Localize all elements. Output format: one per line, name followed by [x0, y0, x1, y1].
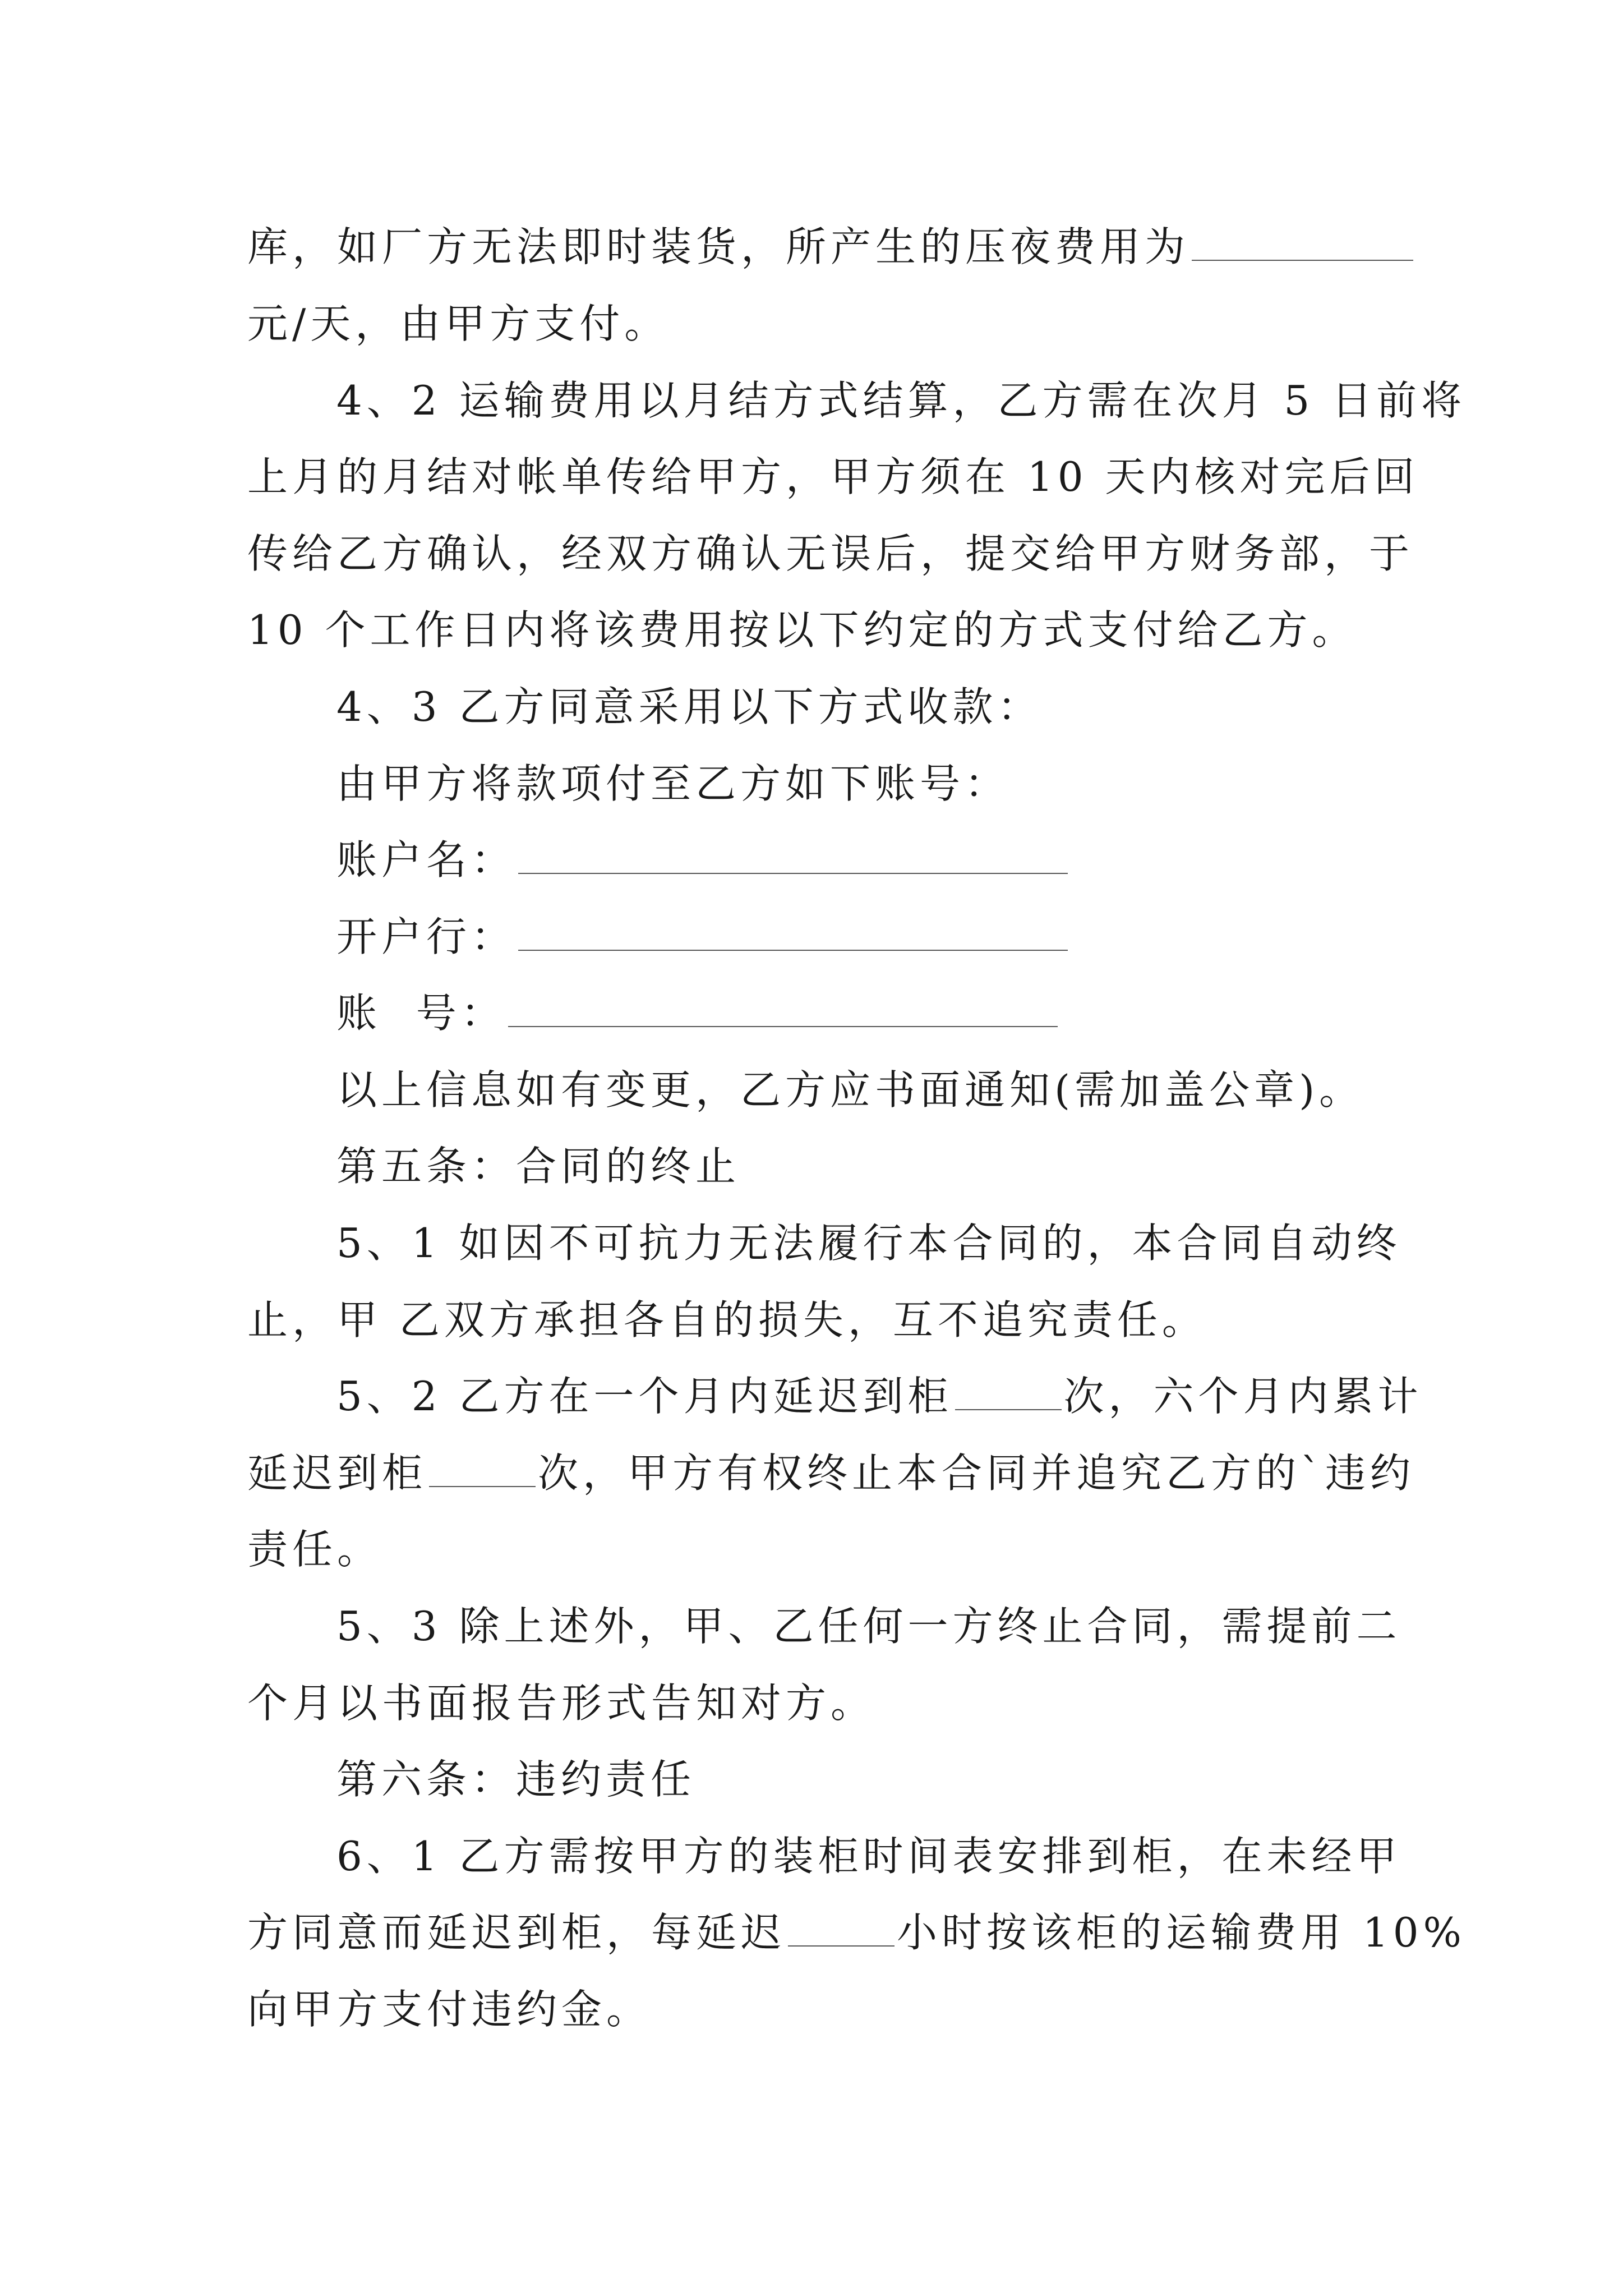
bank-blank: [518, 915, 1068, 951]
paragraph-line: 以上信息如有变更，乙方应书面通知(需加盖公章)。: [336, 1066, 1364, 1114]
paragraph-line: 向甲方支付违约金。: [247, 1986, 652, 2033]
paragraph-line: 10 个工作日内将该费用按以下约定的方式支付给乙方。: [247, 606, 1357, 654]
paragraph-line: [247, 1445, 1415, 1501]
account-name-label: 账户名：: [336, 836, 517, 884]
account-name-blank: [518, 838, 1068, 874]
paragraph-line: 5、1 如因不可抗力无法履行本合同的，本合同自动终: [336, 1220, 1401, 1267]
account-number-label: 账 号：: [336, 990, 506, 1037]
paragraph-line: 传给乙方确认，经双方确认无误后，提交给甲方财务部，于: [247, 530, 1414, 577]
paragraph-line: 上月的月结对帐单传给甲方，甲方须在 10 天内核对完后回: [247, 453, 1419, 500]
text: 次，六个月内累计: [1063, 1373, 1423, 1420]
bank-label: 开户行：: [336, 913, 517, 960]
bank-line: [336, 909, 1070, 965]
text: 次，甲方有权终止本合同并追究乙方的`违约: [538, 1450, 1415, 1497]
text: 5、2 乙方在一个月内延迟到柜: [336, 1373, 953, 1420]
paragraph-line: [336, 1368, 1423, 1424]
section-heading-6: 第六条：违约责任: [336, 1756, 696, 1803]
section-heading-5: 第五条：合同的终止: [336, 1143, 741, 1190]
fill-blank: [788, 1911, 895, 1947]
paragraph-line: [247, 219, 1415, 275]
text: 方同意而延迟到柜，每延迟: [247, 1909, 786, 1956]
paragraph-line: 止，甲 乙双方承担各自的损失，互不追究责任。: [247, 1296, 1207, 1343]
text: 小时按该柜的运输费用 10%: [897, 1909, 1466, 1956]
fill-blank: [429, 1451, 536, 1487]
paragraph-line: 4、3 乙方同意采用以下方式收款：: [336, 683, 1043, 730]
text: 延迟到柜: [247, 1450, 427, 1497]
paragraph-line: 元/天，由甲方支付。: [247, 300, 670, 347]
paragraph-line: 4、2 运输费用以月结方式结算，乙方需在次月 5 日前将: [336, 377, 1467, 424]
fill-blank: [1192, 225, 1413, 261]
account-number-blank: [508, 991, 1058, 1027]
paragraph-line: [247, 1904, 1466, 1961]
paragraph-line: 责任。: [247, 1526, 382, 1573]
account-number-line: [336, 985, 1060, 1041]
paragraph-line: 由甲方将款项付至乙方如下账号：: [336, 760, 1010, 807]
paragraph-line: 6、1 乙方需按甲方的装柜时间表安排到柜，在未经甲: [336, 1833, 1401, 1880]
text: 库，如厂方无法即时装货，所产生的压夜费用为: [247, 223, 1190, 270]
account-name-line: [336, 832, 1070, 888]
paragraph-line: 5、3 除上述外，甲、乙任何一方终止合同，需提前二: [336, 1603, 1401, 1650]
fill-blank: [955, 1374, 1062, 1410]
paragraph-line: 个月以书面报告形式告知对方。: [247, 1680, 876, 1727]
